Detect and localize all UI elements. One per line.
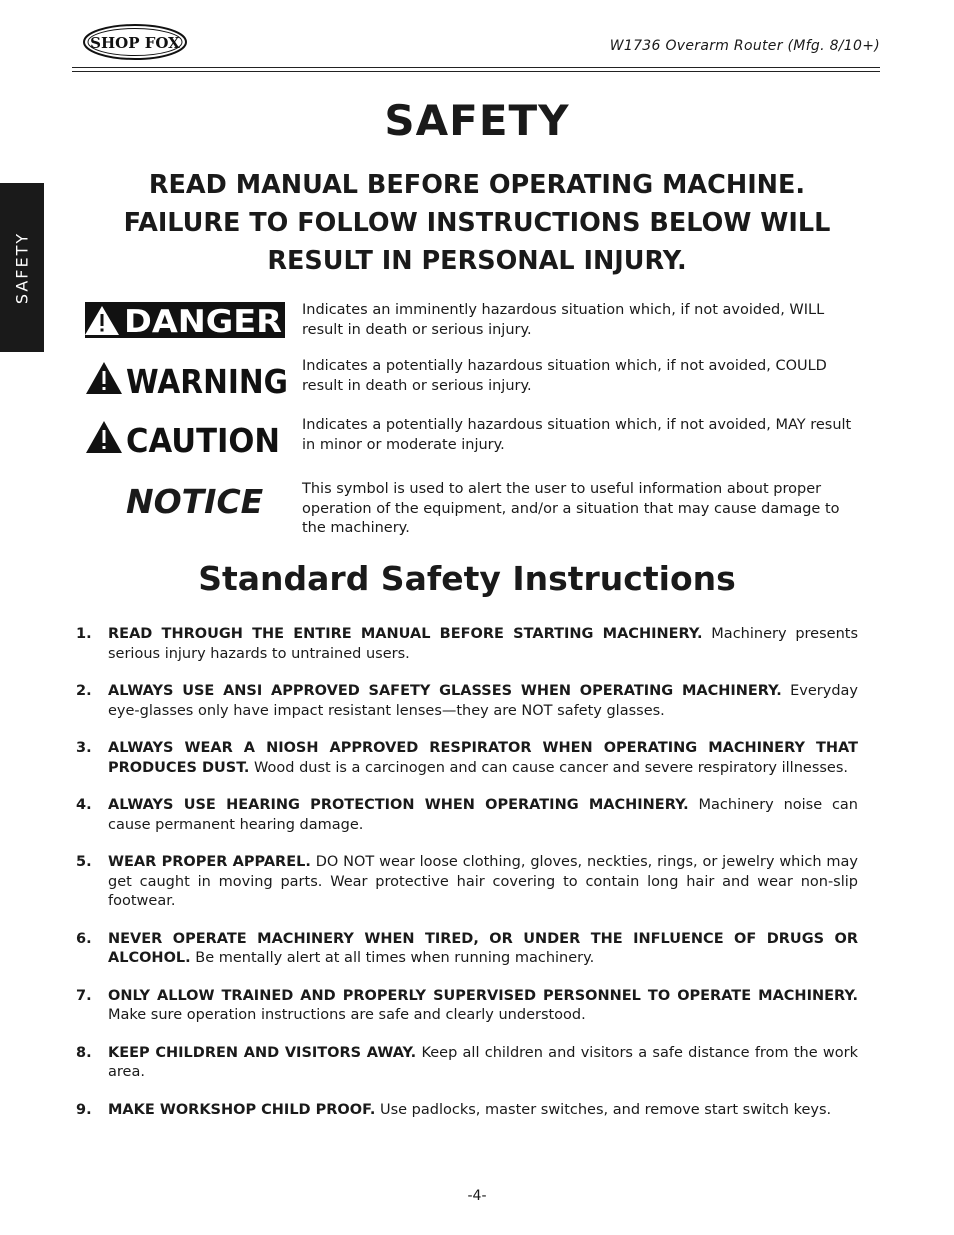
item-body: Machinery noise can cause permanent hearing damage. (108, 797, 858, 833)
danger-description: Indicates an imminently hazardous situation which, if not avoided, WILL result in death or serious injury. (302, 302, 825, 338)
intro-line: READ MANUAL BEFORE OPERATING MACHINE. (148, 170, 806, 200)
item-lead: MAKE WORKSHOP CHILD PROOF. (108, 1101, 376, 1118)
header-rule-thin (72, 71, 880, 72)
item-number: 2. (76, 683, 92, 699)
item-lead: KEEP CHILDREN AND VISITORS AWAY. (108, 1044, 417, 1061)
caution-description: Indicates a potentially hazardous situation which, if not avoided, MAY result in minor or moderate injury. (302, 417, 852, 453)
item-number: 3. (76, 740, 92, 756)
list-item (76, 930, 858, 969)
item-number: 8. (76, 1044, 92, 1061)
list-item (76, 853, 858, 912)
item-body: Machinery presents serious injury hazards to untrained users. (108, 626, 858, 662)
list-item (76, 625, 858, 664)
item-number: 1. (76, 626, 92, 642)
danger-label-text: DANGER (124, 304, 283, 340)
list-item (76, 739, 858, 778)
intro-line: RESULT IN PERSONAL INJURY. (267, 246, 687, 276)
list-item (76, 796, 858, 835)
header-title: W1736 Overarm Router (Mfg. 8/10+) (609, 38, 880, 54)
notice-description: This symbol is used to alert the user to useful information about proper operation of the equipment, and/or a situation that may cause damage to the machinery. (302, 481, 840, 536)
item-number: 4. (76, 797, 92, 813)
caution-label-text: CAUTION (126, 421, 280, 457)
item-number: 6. (76, 930, 92, 947)
item-lead: ALWAYS WEAR A NIOSH APPROVED RESPIRATOR WHEN OPERATING MACHINERY THAT PRODUCES DUST. (108, 740, 858, 776)
item-body: Keep all children and visitors a safe distance from the work area. (108, 1044, 858, 1080)
item-lead: WEAR PROPER APPAREL. (108, 854, 311, 870)
item-body: Use padlocks, master switches, and remove start switch keys. (379, 1101, 832, 1118)
warning-label-text: WARNING (126, 362, 288, 398)
side-tab-label: SAFETY (12, 231, 32, 304)
intro-warning (60, 166, 894, 280)
danger-signal-label (82, 300, 290, 340)
item-body: Be mentally alert at all times when running machinery. (195, 950, 595, 966)
logo-text: SHOP FOX (90, 34, 180, 52)
item-body: Make sure operation instructions are safe and clearly understood. (108, 1007, 586, 1023)
instruction-list (76, 625, 858, 1138)
shop-fox-logo (82, 23, 188, 61)
item-number: 9. (76, 1101, 92, 1118)
item-lead: READ THROUGH THE ENTIRE MANUAL BEFORE STARTING MACHINERY. (108, 626, 703, 642)
page-title: SAFETY (384, 96, 570, 145)
intro-line: FAILURE TO FOLLOW INSTRUCTIONS BELOW WILL (123, 208, 831, 238)
item-body: Wood dust is a carcinogen and can cause cancer and severe respiratory illnesses. (254, 759, 849, 776)
header-rule (72, 67, 880, 68)
item-lead: ONLY ALLOW TRAINED AND PROPERLY SUPERVISED PERSONNEL TO OPERATE MACHINERY. (108, 987, 858, 1004)
item-lead: ALWAYS USE ANSI APPROVED SAFETY GLASSES WHEN OPERATING MACHINERY. (108, 683, 782, 699)
item-body: DO NOT wear loose clothing, gloves, neckties, rings, or jewelry which may get caught in moving parts. Wear protective hair covering to contain long hair and wear non-slip footwear. (108, 854, 859, 909)
item-number: 7. (76, 987, 92, 1004)
item-lead: ALWAYS USE HEARING PROTECTION WHEN OPERATING MACHINERY. (108, 797, 689, 813)
list-item (76, 987, 858, 1026)
page-number: -4- (467, 1188, 487, 1204)
section-title: Standard Safety Instructions (198, 559, 736, 598)
warning-description: Indicates a potentially hazardous situation which, if not avoided, COULD result in death or serious injury. (302, 358, 827, 394)
list-item (76, 1044, 858, 1083)
warning-signal-label (82, 358, 290, 398)
notice-signal-label: NOTICE (126, 482, 264, 521)
caution-signal-label (82, 417, 290, 457)
side-tab (0, 183, 44, 352)
list-item (76, 1101, 858, 1121)
item-lead: NEVER OPERATE MACHINERY WHEN TIRED, OR UNDER THE INFLUENCE OF DRUGS OR ALCOHOL. (108, 930, 858, 966)
item-body: Everyday eye-glasses only have impact resistant lenses—they are NOT safety glasses. (108, 683, 858, 719)
item-number: 5. (76, 854, 92, 870)
list-item (76, 682, 858, 721)
